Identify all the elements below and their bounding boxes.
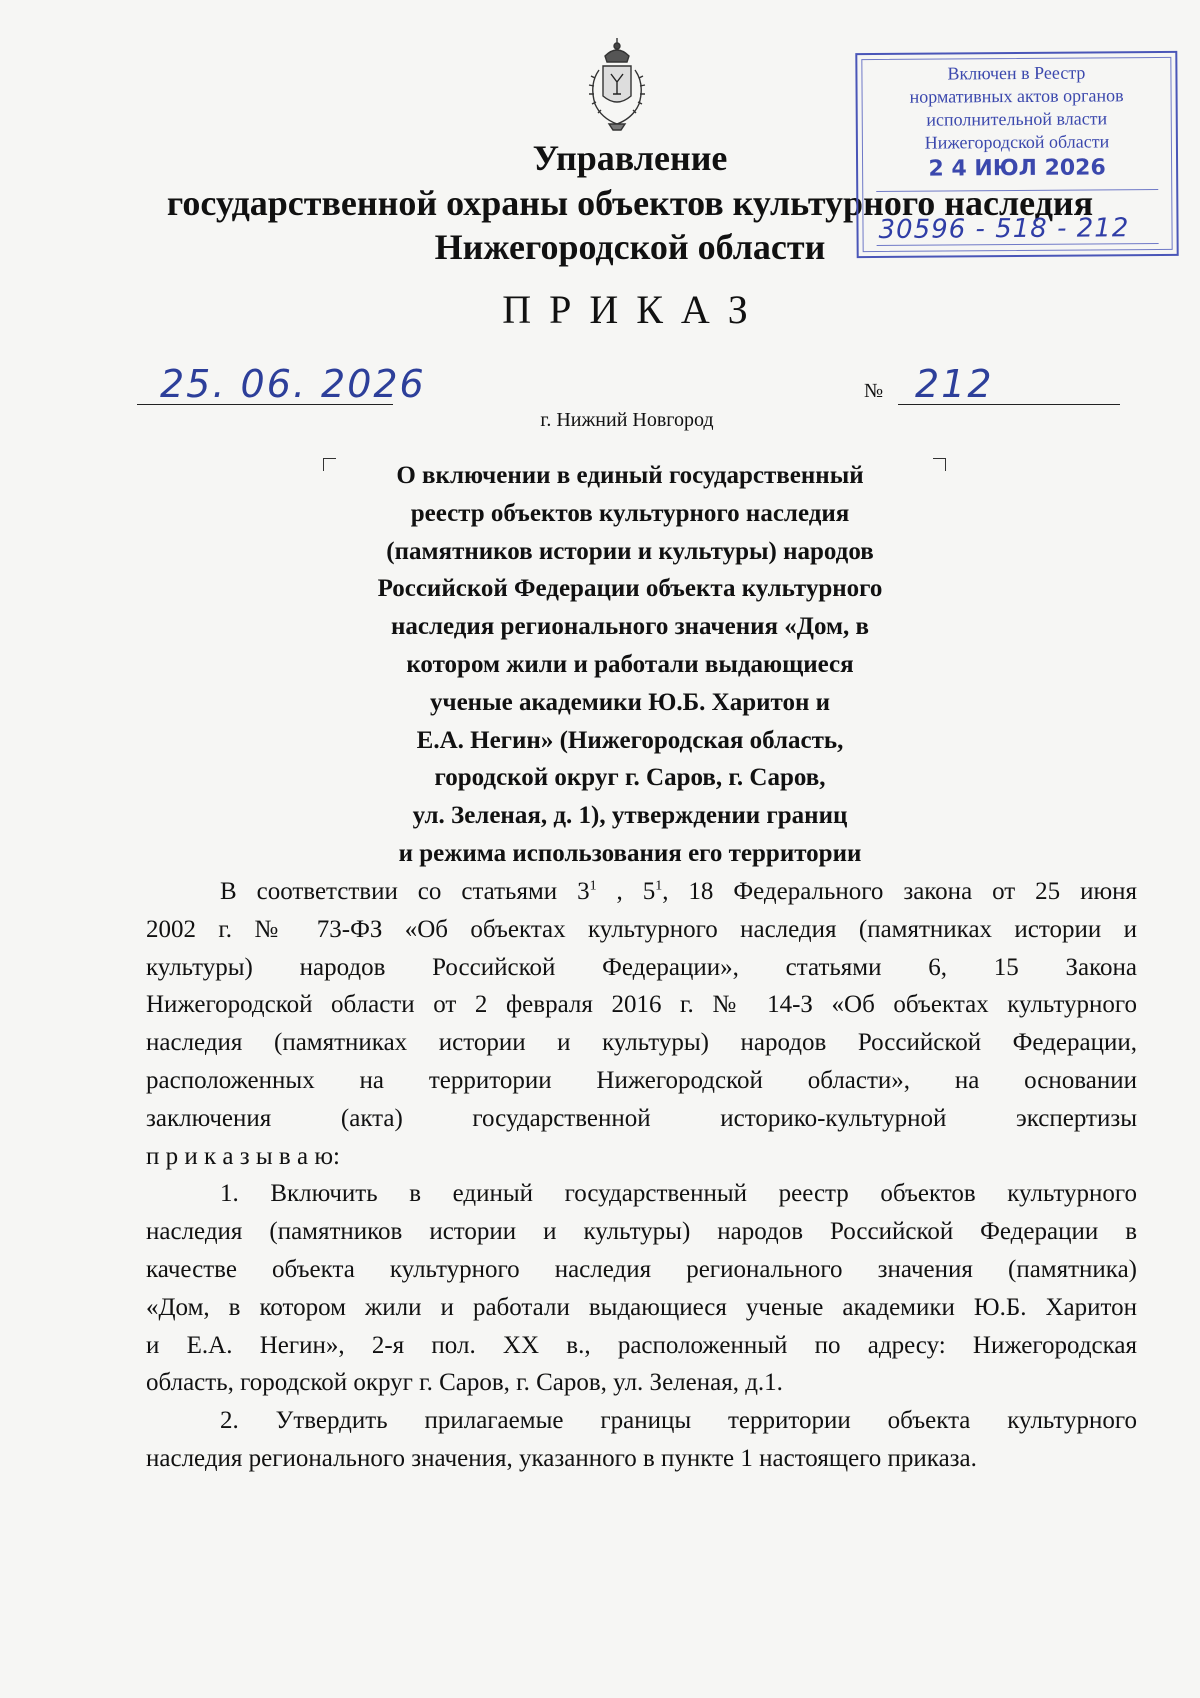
number-underline (898, 404, 1120, 405)
clause-2-line: наследия регионального значения, указанного в пункте 1 настоящего приказа. (146, 1444, 977, 1472)
handwritten-date: 25. 06. 2026 (160, 362, 426, 406)
subject-line: О включении в единый государственный (396, 462, 864, 489)
text-run: , 5 (596, 878, 656, 905)
superscript: 1 (589, 878, 597, 894)
paragraph-preamble-line: наследия (памятниках истории и культуры) народов Российской Федерации, (146, 1029, 1137, 1057)
paragraph-preamble-line: Нижегородской области от 2 февраля 2016 г. № 14-З «Об объектах культурного (146, 991, 1137, 1019)
paragraph-preamble-line: расположенных на территории Нижегородской области», на основании (146, 1066, 1137, 1094)
registry-stamp (855, 51, 1178, 258)
clause-1-line: область, городской округ г. Саров, г. Саров, ул. Зеленая, д.1. (146, 1369, 783, 1397)
stamp-line: Нижегородской области (924, 131, 1110, 153)
order-verb: п р и к а з ы в а ю: (146, 1142, 340, 1170)
subject-line: городской округ г. Саров, г. Саров, (434, 764, 826, 792)
subject-line: Российской Федерации объекта культурного (377, 575, 883, 603)
number-sign: № (864, 380, 884, 402)
subject-line: ул. Зеленая, д. 1), утверждении границ (412, 802, 848, 830)
text-run: , 18 Федерального закона от 25 июня (662, 878, 1138, 905)
subject-line: и режима использования его территории (398, 839, 862, 867)
subject-line: Е.А. Негин» (Нижегородская область, (416, 726, 844, 754)
clause-1-line: 1. Включить в единый государственный реестр объектов культурного (220, 1180, 1137, 1208)
stamp-date: 2 4 ИЮЛ 2026 (928, 155, 1106, 182)
paragraph-preamble-line: заключения (акта) государственной историко-культурной экспертизы (146, 1104, 1137, 1132)
authority-line-1: Управление (532, 138, 728, 178)
date-underline (137, 404, 393, 405)
stamp-text (857, 61, 1176, 155)
document-type-title: П Р И К А З (502, 287, 752, 332)
order-subject (300, 457, 960, 873)
text-run: В соответствии со статьями 3 (220, 878, 590, 905)
coat-of-arms-emblem (581, 34, 653, 134)
paragraph-preamble-line (146, 873, 1137, 911)
subject-line: реестр объектов культурного наследия (410, 499, 850, 527)
authority-line-2: государственной охраны объектов культурного наследия (166, 183, 1094, 223)
clause-1-line: наследия (памятников истории и культуры) народов Российской Федерации в (146, 1218, 1137, 1246)
subject-line: ученые академики Ю.Б. Харитон и (429, 688, 831, 716)
clause-1-line: «Дом, в котором жили и работали выдающиеся ученые академики Ю.Б. Харитон (146, 1293, 1137, 1321)
stamp-line: исполнительной власти (926, 108, 1108, 130)
clause-1-line: качестве объекта культурного наследия регионального значения (памятника) (146, 1255, 1137, 1283)
stamp-line: Включен в Реестр (947, 62, 1086, 84)
subject-line: наследия регионального значения «Дом, в (390, 613, 870, 641)
authority-line-3: Нижегородской области (434, 227, 826, 267)
handwritten-number: 212 (915, 362, 994, 406)
subject-line: котором жили и работали выдающиеся (406, 650, 854, 678)
order-body (146, 873, 1137, 1478)
clause-1-line: и Е.А. Негин», 2-я пол. XX в., расположенный по адресу: Нижегородская (146, 1331, 1137, 1359)
stamp-registration-number: 30596 - 518 - 212 (878, 213, 1130, 245)
paragraph-preamble-line: 2002 г. № 73-ФЗ «Об объектах культурного наследия (памятниках истории и (146, 915, 1137, 943)
subject-line: (памятников истории и культуры) народов (386, 537, 874, 565)
stamp-divider (876, 189, 1158, 192)
clause-2-line: 2. Утвердить прилагаемые границы территории объекта культурного (220, 1407, 1137, 1435)
superscript: 1 (655, 878, 663, 894)
paragraph-preamble-line: культуры) народов Российской Федерации», статьями 6, 15 Закона (146, 953, 1137, 981)
place-of-issue: г. Нижний Новгород (540, 409, 714, 431)
stamp-line: нормативных актов органов (909, 85, 1124, 107)
